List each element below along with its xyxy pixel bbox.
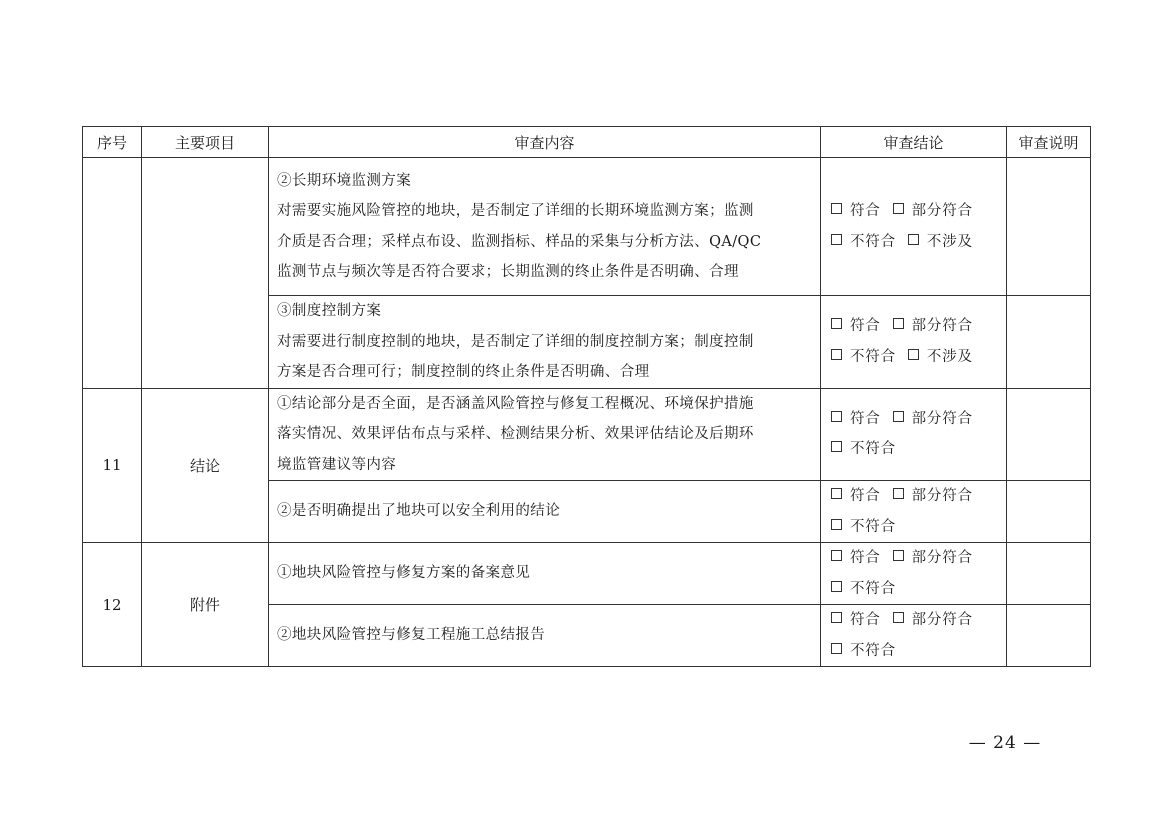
option-label: 部分符合 — [911, 318, 973, 335]
review-conclusion-cell — [821, 388, 1007, 481]
checkbox-partial-conform[interactable] — [893, 203, 904, 214]
option-label: 符合 — [850, 410, 881, 427]
table-header-row — [83, 127, 1091, 158]
option-label: 部分符合 — [911, 488, 973, 504]
checkbox-nonconform[interactable] — [831, 643, 842, 654]
content-line: ②长期环境监测方案 — [277, 172, 412, 189]
row-number-cell: 12 — [83, 543, 142, 667]
content-line: ②是否明确提出了地块可以安全利用的结论 — [277, 503, 561, 520]
checkbox-partial-conform[interactable] — [893, 488, 904, 499]
option-label: 不符合 — [850, 233, 896, 250]
content-line: ①结论部分是否全面，是否涵盖风险管控与修复工程概况、环境保护措施 — [277, 395, 754, 412]
review-notes-cell — [1007, 296, 1091, 389]
row-number-cell — [83, 158, 142, 389]
checkbox-nonconform[interactable] — [831, 441, 842, 452]
option-label: 符合 — [850, 318, 881, 335]
content-line: 对需要进行制度控制的地块，是否制定了详细的制度控制方案；制度控制 — [277, 333, 754, 350]
content-line: 方案是否合理可行；制度控制的终止条件是否明确、合理 — [277, 364, 650, 380]
review-conclusion-cell — [821, 605, 1007, 667]
checkbox-conform[interactable] — [831, 612, 842, 623]
review-table — [82, 126, 1091, 667]
option-label: 不符合 — [850, 441, 896, 458]
page-number: — 24 — — [968, 733, 1042, 753]
checkbox-conform[interactable] — [831, 488, 842, 499]
option-label: 部分符合 — [911, 203, 973, 219]
review-content-cell — [269, 543, 821, 605]
option-label: 符合 — [850, 488, 881, 504]
header-review-content: 审查内容 — [269, 127, 821, 158]
row-item-cell — [142, 158, 269, 389]
option-label: 部分符合 — [911, 410, 973, 427]
checkbox-not-applicable[interactable] — [908, 349, 919, 360]
checkbox-conform[interactable] — [831, 203, 842, 214]
checkbox-partial-conform[interactable] — [893, 411, 904, 422]
checkbox-partial-conform[interactable] — [893, 318, 904, 329]
review-content-cell — [269, 158, 821, 296]
option-label: 部分符合 — [911, 550, 973, 566]
review-notes-cell — [1007, 543, 1091, 605]
review-conclusion-cell — [821, 481, 1007, 543]
review-content-cell — [269, 388, 821, 481]
review-content-cell — [269, 296, 821, 389]
checkbox-conform[interactable] — [831, 550, 842, 561]
option-label: 不符合 — [850, 518, 896, 535]
checkbox-not-applicable[interactable] — [908, 234, 919, 245]
review-notes-cell — [1007, 158, 1091, 296]
content-line: 监测节点与频次等是否符合要求；长期监测的终止条件是否明确、合理 — [277, 264, 739, 280]
content-line: 境监管建议等内容 — [277, 456, 397, 473]
review-notes-cell — [1007, 605, 1091, 667]
checkbox-conform[interactable] — [831, 411, 842, 422]
row-item-cell: 结论 — [142, 388, 269, 543]
option-label: 不涉及 — [926, 233, 973, 250]
content-line: ①地块风险管控与修复方案的备案意见 — [277, 565, 531, 582]
review-notes-cell — [1007, 481, 1091, 543]
option-label: 符合 — [850, 203, 881, 219]
checkbox-partial-conform[interactable] — [893, 550, 904, 561]
option-label: 符合 — [850, 550, 881, 566]
header-review-conclusion: 审查结论 — [821, 127, 1007, 158]
option-label: 不涉及 — [926, 348, 973, 365]
header-main-item: 主要项目 — [142, 127, 269, 158]
option-label: 部分符合 — [911, 612, 973, 628]
content-line: 介质是否合理；采样点布设、监测指标、样品的采集与分析方法、QA/QC — [277, 233, 762, 250]
checkbox-nonconform[interactable] — [831, 519, 842, 530]
header-number: 序号 — [83, 127, 142, 158]
review-content-cell — [269, 481, 821, 543]
option-label: 不符合 — [850, 642, 896, 659]
review-notes-cell — [1007, 388, 1091, 481]
checkbox-partial-conform[interactable] — [893, 612, 904, 623]
row-item-cell: 附件 — [142, 543, 269, 667]
content-line: ③制度控制方案 — [277, 303, 382, 319]
checkbox-conform[interactable] — [831, 318, 842, 329]
checkbox-nonconform[interactable] — [831, 581, 842, 592]
checkbox-nonconform[interactable] — [831, 234, 842, 245]
table-row — [83, 158, 1091, 296]
review-conclusion-cell — [821, 158, 1007, 296]
table-row — [83, 543, 1091, 605]
header-review-notes: 审查说明 — [1007, 127, 1091, 158]
option-label: 不符合 — [850, 580, 896, 597]
table-row — [83, 388, 1091, 481]
checkbox-nonconform[interactable] — [831, 349, 842, 360]
review-content-cell — [269, 605, 821, 667]
row-number-cell: 11 — [83, 388, 142, 543]
content-line: ②地块风险管控与修复工程施工总结报告 — [277, 627, 546, 644]
option-label: 不符合 — [850, 348, 896, 365]
review-conclusion-cell — [821, 296, 1007, 389]
content-line: 落实情况、效果评估布点与采样、检测结果分析、效果评估结论及后期环 — [277, 426, 754, 442]
content-line: 对需要实施风险管控的地块，是否制定了详细的长期环境监测方案；监测 — [277, 203, 754, 219]
option-label: 符合 — [850, 612, 881, 628]
review-conclusion-cell — [821, 543, 1007, 605]
